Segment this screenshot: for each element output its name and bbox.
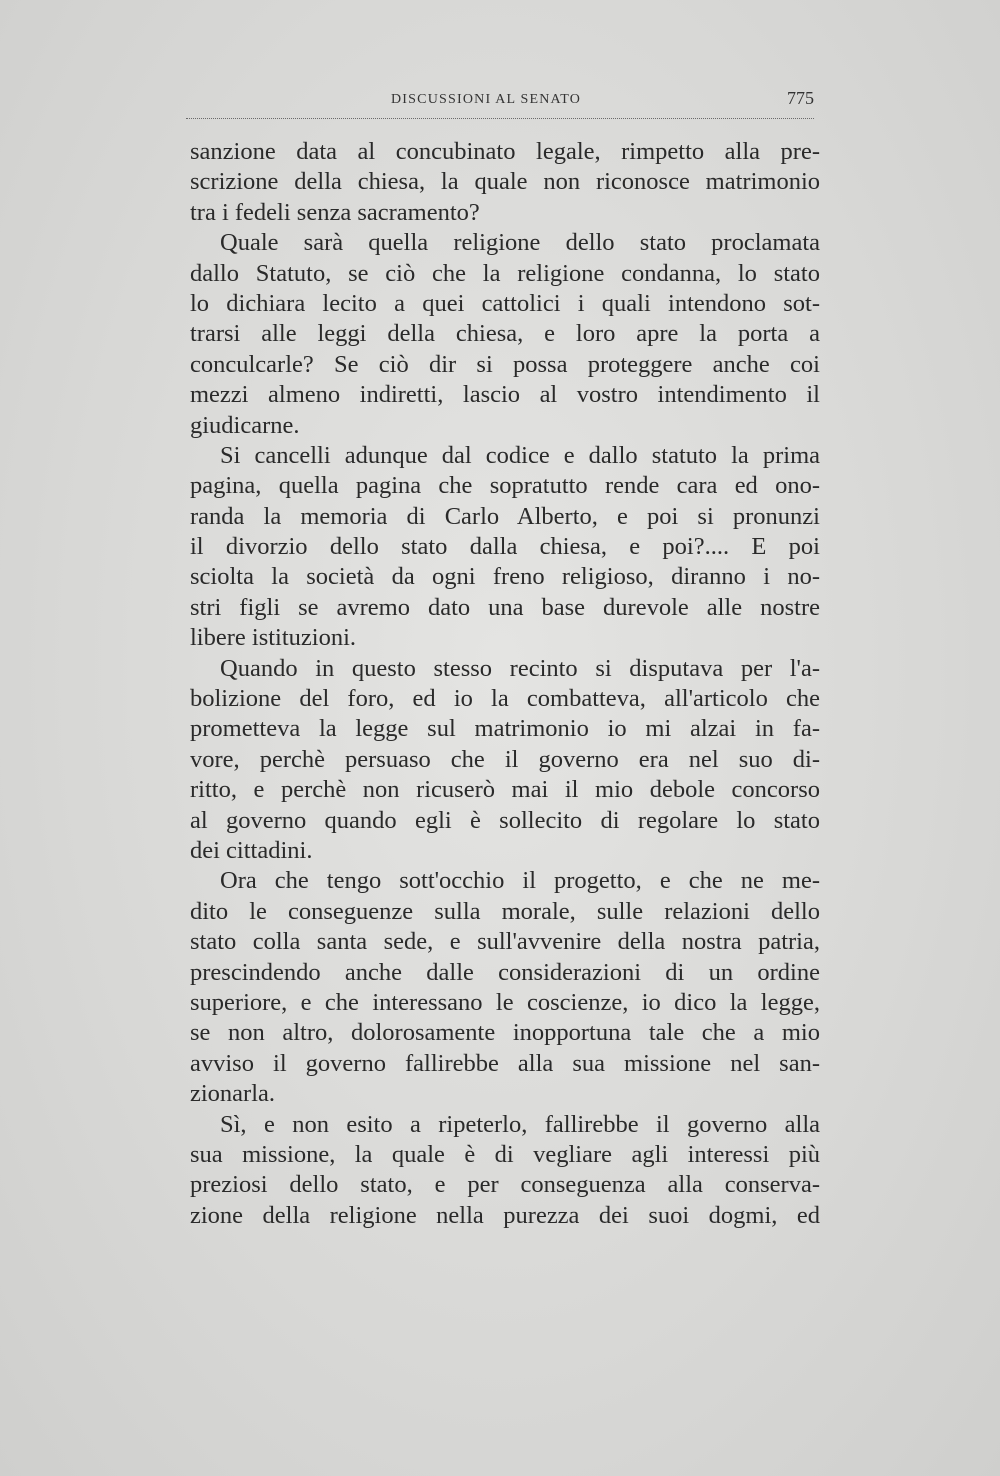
text-line: avviso il governo fallirebbe alla sua missione nel san- <box>190 1049 820 1077</box>
running-title: DISCUSSIONI AL SENATO <box>391 92 582 107</box>
text-line: superiore, e che interessano le coscienze, io dico la legge, <box>190 988 820 1016</box>
text-line: libere istituzioni. <box>190 624 357 652</box>
text-line: dallo Statuto, se ciò che la religione condanna, lo stato <box>190 259 820 287</box>
text-line: dei cittadini. <box>190 836 313 864</box>
text-line: prometteva la legge sul matrimonio io mi alzai in fa- <box>190 715 820 743</box>
text-line: preziosi dello stato, e per conseguenza alla conserva- <box>190 1171 820 1199</box>
paragraph <box>190 137 820 228</box>
text-line: ritto, e perchè non ricuserò mai il mio debole concorso <box>190 776 820 804</box>
text-line: pagina, quella pagina che sopratutto rende cara ed ono- <box>190 472 820 500</box>
paragraph <box>190 1110 820 1232</box>
page-number: 775 <box>787 88 814 108</box>
text-line: scrizione della chiesa, la quale non riconosce matrimonio <box>190 168 820 196</box>
text-line: sanzione data al concubinato legale, rimpetto alla pre- <box>190 138 820 165</box>
text-line: sciolta la società da ogni freno religioso, diranno i no- <box>190 563 820 591</box>
text-line: tra i fedeli senza sacramento? <box>190 198 480 226</box>
text-line: Sì, e non esito a ripeterlo, fallirebbe il governo alla <box>220 1110 820 1138</box>
paragraph <box>190 866 820 1109</box>
text-line: se non altro, dolorosamente inopportuna tale che a mio <box>190 1019 820 1047</box>
text-line: zione della religione nella purezza dei suoi dogmi, ed <box>190 1201 820 1229</box>
text-line: giudicarne. <box>190 411 300 439</box>
paragraph <box>190 441 820 654</box>
text-line: conculcarle? Se ciò dir si possa proteggere anche coi <box>190 350 820 378</box>
text-line: il divorzio dello stato dalla chiesa, e poi?.... E poi <box>190 533 820 561</box>
text-line: randa la memoria di Carlo Alberto, e poi si pronunzi <box>190 502 820 530</box>
text-line: stri figli se avremo dato una base durevole alle nostre <box>190 593 820 621</box>
paragraph <box>190 228 820 441</box>
paragraph <box>190 654 820 867</box>
text-line: zionarla. <box>190 1080 276 1108</box>
text-line: mezzi almeno indiretti, lascio al vostro intendimento il <box>190 381 820 409</box>
text-line: al governo quando egli è sollecito di regolare lo stato <box>190 806 820 834</box>
text-line: Quale sarà quella religione dello stato proclamata <box>220 229 820 257</box>
text-line: dito le conseguenze sulla morale, sulle relazioni dello <box>190 897 820 925</box>
text-line: lo dichiara lecito a quei cattolici i quali intendono sot- <box>190 289 820 317</box>
text-line: trarsi alle leggi della chiesa, e loro apre la porta a <box>190 320 820 348</box>
text-line: Quando in questo stesso recinto si disputava per l'a- <box>220 654 820 682</box>
text-line: Ora che tengo sott'occhio il progetto, e che ne me- <box>220 867 820 895</box>
text-line: prescindendo anche dalle considerazioni di un ordine <box>190 958 820 986</box>
text-line: vore, perchè persuaso che il governo era nel suo di- <box>190 745 820 773</box>
text-line: sua missione, la quale è di vegliare agli interessi più <box>190 1140 820 1168</box>
body-text <box>190 137 820 1231</box>
text-line: Si cancelli adunque dal codice e dallo statuto la prima <box>220 441 820 469</box>
text-line: bolizione del foro, ed io la combatteva, all'articolo che <box>190 685 820 713</box>
page-header <box>186 88 814 119</box>
text-line: stato colla santa sede, e sull'avvenire della nostra patria, <box>190 928 820 956</box>
